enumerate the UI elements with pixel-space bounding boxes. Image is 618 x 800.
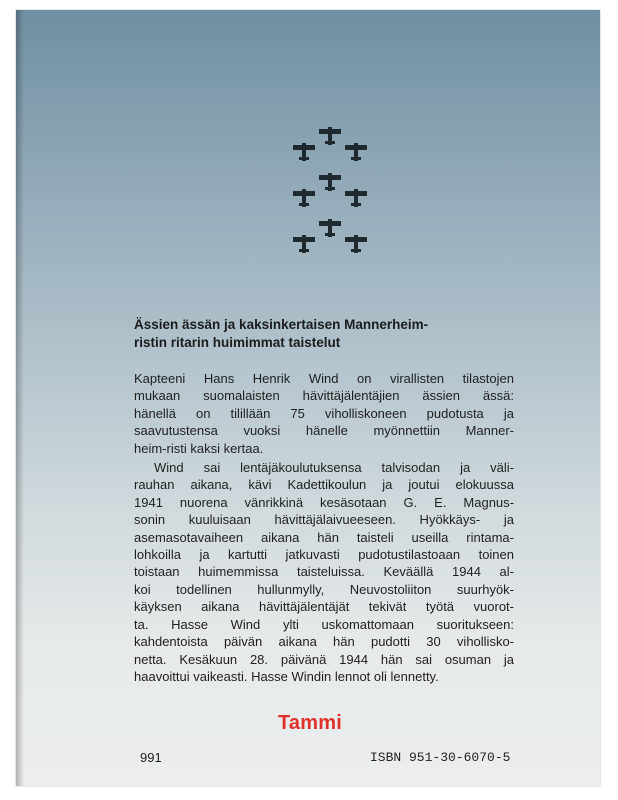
paragraph-2-line: toistaan huimemmissa taisteluissa. Keväällä 1944 al- [134, 564, 514, 580]
blurb-heading [134, 316, 514, 352]
paragraph-1-line: heim-risti kaksi kertaa. [134, 440, 264, 456]
paragraph-1-line: saavutustensa vuoksi hänelle myönnettiin Manner- [134, 423, 514, 439]
paragraph-1-line: Kapteeni Hans Henrik Wind on virallisten tilastojen [134, 371, 514, 386]
paragraph-2-line: haavoittui vaikeasti. Hasse Windin lennot oli lennetty. [134, 668, 439, 684]
heading-line: ristin ritarin huimimmat taistelut [134, 335, 341, 350]
paragraph-2-line: asemasotavaiheen aikana hän taisteli useilla rintama- [134, 529, 514, 545]
paragraph-2-line: koi todellinen hullunmylly, Neuvostoliiton suurhyök- [134, 581, 514, 597]
cover-edge-shade [16, 10, 24, 786]
paragraph-2-line: netta. Kesäkuun 28. päivänä 1944 hän sai osuman ja [134, 651, 514, 667]
paragraph-2-line: Wind sai lentäjäkoulutuksensa talvisodan ja väli- [154, 460, 514, 476]
paragraph-1-line: hänellä on tilillään 75 viholliskoneen pudotusta ja [134, 405, 514, 421]
publisher-logo: Tammi [278, 712, 342, 734]
paragraph-2-line: sonin kuuluisaan hävittäjälaivueeseen. Hyökkäys- ja [134, 512, 514, 528]
paragraph-1-line: mukaan suomalaisten hävittäjälentäjien ässien ässä: [134, 388, 514, 404]
paragraph-2-line: rauhan aikana, kävi Kadettikoulun ja joutui elokuussa [134, 477, 514, 493]
plane-formation-icon [280, 122, 376, 262]
paragraph-2-line: ta. Hasse Wind ylti uskomattomaan suoritukseen: [134, 616, 514, 632]
heading-line: Ässien ässän ja kaksinkertaisen Mannerheim- [134, 317, 429, 332]
book-back-cover [16, 10, 600, 786]
paragraph-2-line: kahdentoista päivän aikana hän pudotti 30 vihollisko- [134, 634, 514, 650]
blurb-body [134, 370, 514, 685]
paragraph-2-line: lohkoilla ja kartutti jatkuvasti pudotustilastoaan toinen [134, 547, 514, 563]
isbn-number: ISBN 951-30-6070-5 [370, 750, 511, 765]
paragraph-2-line: 1941 nuorena vänrikkinä kesäsotaan G. E. Magnus- [134, 494, 514, 510]
product-code: 991 [140, 750, 162, 765]
paragraph-2-line: käyksen aikana hävittäjälentäjät tekivät työtä vuorot- [134, 599, 514, 615]
